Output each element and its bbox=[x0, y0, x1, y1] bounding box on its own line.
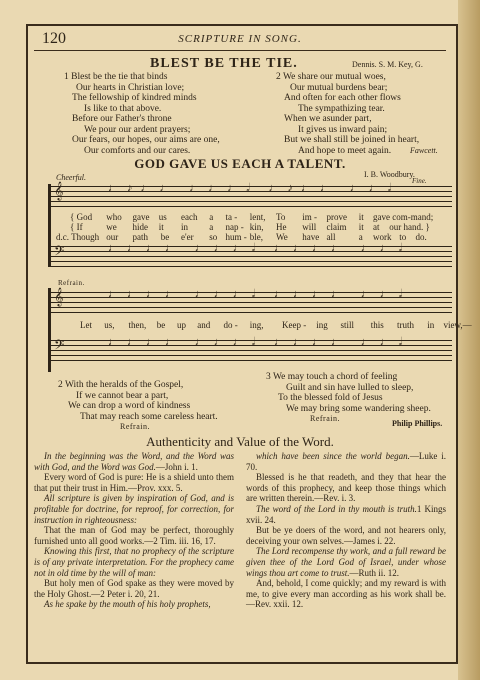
page-header bbox=[34, 30, 446, 48]
lyric-syllable: will bbox=[302, 222, 317, 232]
scripture-reference: —Prov. xxx. 5. bbox=[128, 482, 183, 493]
lyric-syllable: We bbox=[276, 232, 288, 242]
fine-marking: Fine. bbox=[412, 177, 427, 185]
lyric-syllable: a bbox=[209, 212, 214, 222]
lyric-syllable: a bbox=[209, 222, 214, 232]
scripture-text: All scripture is given by inspiration of God, and is profitable for doctrine, for reproof, for correction, for instruction in righteousness: bbox=[34, 493, 234, 525]
lyric-syllable: ing bbox=[316, 320, 328, 330]
section-title-authenticity: Authenticity and Value of the Word. bbox=[146, 434, 334, 449]
lyric-syllable: hide bbox=[132, 222, 148, 232]
lyric-syllable: { If bbox=[70, 222, 83, 232]
scripture-paragraph bbox=[34, 493, 234, 525]
lyric-syllable: gave com-mand; bbox=[373, 212, 434, 222]
hymn2-stanza3 bbox=[266, 372, 431, 425]
stanza-line: Guilt and sin have lulled to sleep, bbox=[286, 382, 414, 393]
lyric-syllable: and bbox=[197, 320, 211, 330]
scripture-text: As he spake by the mouth of his holy prophets, bbox=[44, 599, 211, 610]
lyric-syllable: this bbox=[370, 320, 384, 330]
scripture-paragraph bbox=[34, 599, 234, 610]
bass-clef-icon: 𝄢 bbox=[54, 339, 65, 356]
lyric-syllable: a bbox=[358, 232, 363, 242]
verse-line: 2 We share our mutual woes, bbox=[276, 72, 386, 82]
scripture-text: Knowing this first, that no prophecy of the scripture is of any private interpretation. For the prophecy came not in old time by the will of man: bbox=[34, 546, 234, 578]
lyric-syllable: us bbox=[158, 212, 167, 222]
bass-clef-icon: 𝄢 bbox=[54, 245, 65, 262]
refrain-lyric-line bbox=[80, 320, 472, 330]
lyric-syllable: be bbox=[156, 320, 166, 330]
lyric-syllable: all bbox=[326, 232, 336, 242]
scripture-paragraph bbox=[34, 578, 234, 599]
lyric-syllable: work bbox=[373, 232, 392, 242]
scripture-reference: —John i. 1. bbox=[155, 461, 198, 472]
tempo-marking: Cheerful. bbox=[56, 173, 86, 182]
lyric-syllable: at bbox=[373, 222, 380, 232]
scripture-text: Every word of God is pure: He is a shield unto them that put their trust in Him. bbox=[34, 472, 234, 493]
verse-line: The sympathizing tear. bbox=[298, 103, 385, 114]
hymn-title-blest: BLEST BE THE TIE. bbox=[150, 56, 298, 71]
lyric-syllable: in bbox=[427, 320, 435, 330]
lyric-syllable: He bbox=[276, 222, 287, 232]
lyric-syllable: e'er bbox=[181, 232, 194, 242]
lyric-line-3 bbox=[56, 232, 427, 242]
scripture-paragraph bbox=[246, 504, 446, 525]
refrain-bass-notes: ♩♩♩♩ ♩♩♩𝅗𝅥 ♩♩♩♩ ♩♩𝅗𝅥 bbox=[108, 336, 411, 348]
lyric-syllable: it bbox=[158, 222, 164, 232]
refrain-treble-notes: ♩♩♩♩ ♩♩♩𝅗𝅥 ♩♩♩♩ ♩♩𝅗𝅥 bbox=[108, 288, 411, 300]
lyric-line-2 bbox=[70, 222, 430, 232]
stanza-refrain-cue: Refrain. bbox=[310, 414, 340, 423]
scripture-column-right bbox=[246, 451, 446, 610]
lyric-syllable: nap - bbox=[225, 222, 244, 232]
header-rule bbox=[34, 50, 446, 51]
hymn1-attribution: Fawcett. bbox=[410, 146, 438, 155]
verse-line: And hope to meet again. bbox=[298, 145, 392, 156]
lyric-syllable: ta - bbox=[225, 212, 238, 222]
scripture-reference: —Luke i. 70. bbox=[246, 451, 447, 472]
verse-line: It gives us inward pain; bbox=[298, 124, 388, 135]
scripture-paragraph bbox=[246, 472, 446, 504]
bass-notes: ♩♩♩♩ ♩♩♩𝅗𝅥 ♩♩♩♩ ♩♩𝅗𝅥 bbox=[108, 242, 411, 254]
scripture-paragraph bbox=[34, 546, 234, 578]
scripture-text: And, behold, I come quickly; and my reward is with me, to give every man according as his work shall be. bbox=[246, 578, 446, 599]
scripture-reference: —Ruth ii. 12. bbox=[349, 567, 400, 578]
stanza-line: 3 We may touch a chord of feeling bbox=[266, 372, 398, 382]
scripture-paragraph bbox=[246, 578, 446, 610]
verse-line: Before our Father's throne bbox=[72, 114, 172, 124]
verse-line: 1 Blest be the tie that binds bbox=[64, 72, 168, 82]
running-title: SCRIPTURE IN SONG. bbox=[178, 33, 302, 45]
stanza-line: We may bring some wandering sheep. bbox=[286, 403, 431, 414]
verse-line: Our fears, our hopes, our aims are one, bbox=[72, 135, 220, 145]
verse-line: And often for each other flows bbox=[284, 93, 401, 103]
scripture-paragraph bbox=[246, 451, 446, 472]
lyric-syllable: do - bbox=[223, 320, 238, 330]
scripture-text: That the man of God may be perfect, thoroughly furnished unto all good works. bbox=[34, 525, 234, 546]
lyric-syllable: lent, bbox=[249, 212, 266, 222]
lyric-syllable: then, bbox=[128, 320, 147, 330]
hymn2-attribution: Philip Phillips. bbox=[392, 419, 443, 428]
scripture-reference: —Rev. i. 3. bbox=[314, 493, 356, 504]
lyric-syllable: up bbox=[177, 320, 186, 330]
lyric-syllable: im - bbox=[302, 212, 317, 222]
lyric-syllable: view,— bbox=[443, 320, 472, 330]
lyric-syllable: who bbox=[106, 212, 122, 222]
lyric-syllable: have bbox=[302, 232, 320, 242]
hymn-title-talent: GOD GAVE US EACH A TALENT. bbox=[134, 156, 346, 171]
lyric-syllable: hum - bbox=[225, 232, 247, 242]
lyric-line-1 bbox=[70, 212, 433, 222]
lyric-syllable: still bbox=[340, 320, 355, 330]
scripture-paragraph bbox=[34, 525, 234, 546]
verse-line: But we shall still be joined in heart, bbox=[284, 135, 420, 145]
hymn-tune-meta: Dennis. S. M. Key, G. bbox=[352, 60, 423, 69]
lyric-syllable: each bbox=[181, 212, 198, 222]
lyric-syllable: it bbox=[358, 212, 364, 222]
scripture-text: But be ye doers of the word, and not hearers only, deceiving your own selves. bbox=[246, 525, 446, 546]
scripture-paragraph bbox=[246, 546, 446, 578]
treble-notes: ♩♪♩♩ ♩♩♩𝅗𝅥 ♩♪♩♩ ♩♩𝅗𝅥 bbox=[108, 182, 400, 194]
lyric-syllable: ble, bbox=[249, 232, 263, 242]
stanza-line: 2 With the heralds of the Gospel, bbox=[58, 380, 184, 390]
scripture-paragraph bbox=[246, 525, 446, 546]
lyric-syllable: truth bbox=[397, 320, 414, 330]
hymn1-verse1 bbox=[64, 72, 220, 156]
lyric-syllable: we bbox=[106, 222, 117, 232]
scripture-paragraph bbox=[34, 451, 234, 472]
lyric-syllable: kin, bbox=[249, 222, 264, 232]
verse-line: Our hearts in Christian love; bbox=[76, 82, 185, 93]
scripture-column-left bbox=[34, 451, 234, 610]
stanza-line: To the blessed fold of Jesus bbox=[278, 393, 383, 403]
scripture-text: In the beginning was the Word, and the Word was with God, and the Word was God. bbox=[34, 451, 234, 472]
verse-line: Our comforts and our cares. bbox=[84, 145, 191, 156]
page-number: 120 bbox=[42, 30, 66, 47]
lyric-syllable: d.c. Though bbox=[56, 232, 100, 242]
lyric-syllable: it bbox=[358, 222, 364, 232]
lyric-syllable: so bbox=[209, 232, 218, 242]
lyric-syllable: path bbox=[132, 232, 148, 242]
lyric-syllable: { God bbox=[70, 212, 93, 222]
scripture-text: The Lord recompense thy work, and a full reward be given thee of the Lord God of Israel, under whose wings thou art come to trust. bbox=[246, 546, 446, 578]
lyric-syllable: to bbox=[399, 232, 407, 242]
hymn1-verse2 bbox=[276, 72, 419, 156]
scripture-reference: —2 Peter i. 20, 21. bbox=[91, 588, 160, 599]
scripture-reference: 1 Kings xvii. 24. bbox=[246, 503, 446, 525]
lyric-syllable: us, bbox=[104, 320, 115, 330]
scripture-reference: —Rev. xxii. 12. bbox=[246, 599, 304, 610]
scripture-text: But holy men of God spake as they were moved by the Holy Ghost. bbox=[34, 578, 234, 599]
lyric-syllable: do. bbox=[415, 232, 427, 242]
hymn2-composer: I. B. Woodbury. bbox=[364, 170, 415, 179]
lyric-syllable: our hand. } bbox=[389, 222, 430, 232]
scripture-reference: —2 Tim. iii. 16, 17. bbox=[144, 535, 216, 546]
verse-line: Our mutual burdens bear; bbox=[290, 82, 388, 93]
scripture-text: Blessed is he that readeth, and they that hear the words of this prophecy, and keep those things which are written therein. bbox=[246, 472, 446, 504]
stanza-line: We can drop a word of kindness bbox=[68, 401, 191, 411]
scripture-paragraph bbox=[34, 472, 234, 493]
lyric-syllable: be bbox=[160, 232, 170, 242]
verse-line: When we asunder part, bbox=[284, 114, 372, 124]
lyric-syllable: ing, bbox=[249, 320, 264, 330]
lyric-syllable: Keep - bbox=[282, 320, 307, 330]
lyric-syllable: gave bbox=[132, 212, 150, 222]
lyric-syllable: To bbox=[276, 212, 286, 222]
hymn2-stanza2 bbox=[58, 380, 218, 433]
verse-line: Is like to that above. bbox=[84, 103, 162, 114]
lyric-syllable: in bbox=[181, 222, 189, 232]
treble-clef-icon: 𝄞 bbox=[54, 183, 64, 200]
refrain-label: Refrain. bbox=[58, 279, 85, 287]
book-spine bbox=[458, 0, 480, 680]
stanza-line: That may reach some careless heart. bbox=[80, 411, 218, 422]
lyric-syllable: Let bbox=[80, 320, 92, 330]
scripture-text: which have been since the world began. bbox=[256, 451, 410, 461]
lyric-syllable: prove bbox=[326, 212, 347, 222]
lyric-syllable: claim bbox=[326, 222, 347, 232]
treble-clef-icon: 𝄞 bbox=[54, 289, 64, 306]
verse-line: The fellowship of kindred minds bbox=[72, 93, 197, 103]
stanza-refrain-cue: Refrain. bbox=[120, 422, 150, 431]
scripture-reference: —James i. 22. bbox=[343, 535, 396, 546]
stanza-line: If we cannot bear a part, bbox=[76, 390, 169, 401]
lyric-syllable: our bbox=[106, 232, 119, 242]
verse-line: We pour our ardent prayers; bbox=[84, 124, 191, 135]
scripture-text: The word of the Lord in thy mouth is truth. bbox=[256, 503, 417, 514]
